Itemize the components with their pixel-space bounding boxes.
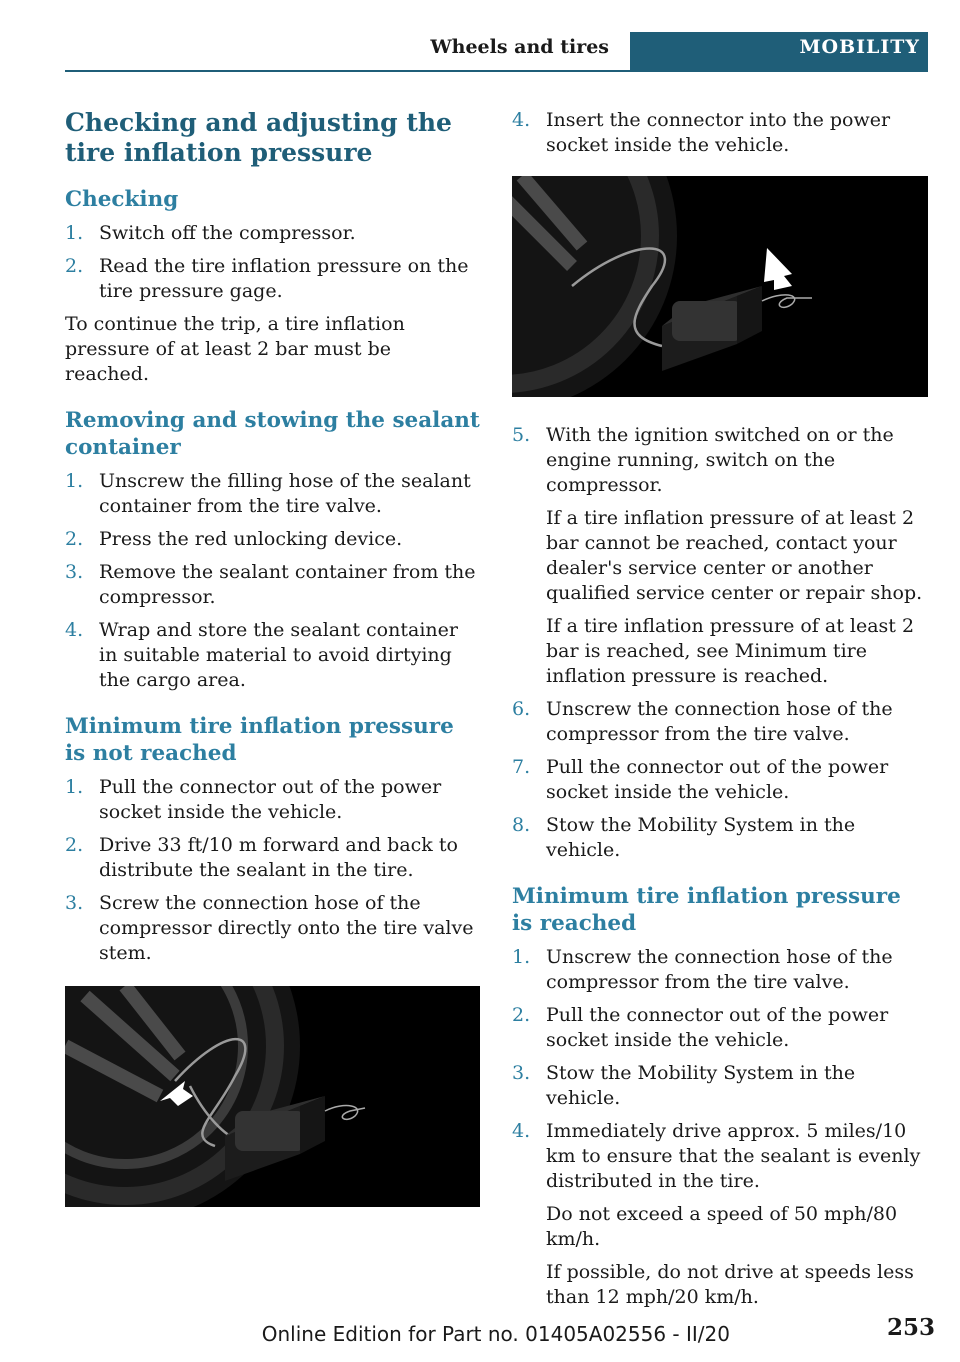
step-number: 1. [65, 222, 84, 244]
right-column [512, 108, 928, 1330]
step-text: Pull the connector out of the power socket inside the vehicle. [99, 776, 442, 823]
step-subtext: If a tire inflation pressure of at least 2 bar cannot be reached, contact your dealer's service center or another qualified service center or repair shop. [546, 507, 923, 604]
header-section-title: Wheels and tires [430, 36, 609, 58]
step-text: Unscrew the connection hose of the compressor from the tire valve. [546, 698, 893, 745]
not-reached-heading: Minimum tire inflation pressure is not reached [65, 714, 454, 766]
edition-text: Online Edition for Part no. 01405A02556 - II/20 [261, 1322, 730, 1346]
not-reached-steps [65, 775, 480, 966]
step-number: 5. [512, 424, 531, 446]
step-number: 3. [65, 561, 84, 583]
list-item [65, 221, 480, 246]
step-text: Stow the Mobility System in the vehicle. [546, 1062, 856, 1109]
step-number: 2. [512, 1004, 531, 1026]
list-item [65, 254, 480, 304]
step-number: 2. [65, 255, 84, 277]
running-header [65, 32, 928, 72]
removing-steps [65, 469, 480, 693]
reached-heading: Minimum tire inflation pressure is reached [512, 884, 901, 936]
step-subtext: If a tire inflation pressure of at least 2 bar is reached, see Minimum tire inflation pressure is reached. [546, 615, 915, 687]
removing-section [65, 407, 480, 693]
list-item [512, 108, 928, 158]
step-text: Remove the sealant container from the compressor. [99, 561, 476, 608]
step-text: Pull the connector out of the power socket inside the vehicle. [546, 756, 889, 803]
step-text: Immediately drive approx. 5 miles/10 km to ensure that the sealant is evenly distributed in the tire. [546, 1120, 921, 1192]
step-text: Press the red unlocking device. [99, 528, 403, 550]
list-item [65, 560, 480, 610]
step-number: 2. [65, 528, 84, 550]
checking-steps [65, 221, 480, 304]
step-text: Wrap and store the sealant container in suitable material to avoid dirtying the cargo area. [99, 619, 458, 691]
step-number: 6. [512, 698, 531, 720]
step-text: Switch off the compressor. [99, 222, 356, 244]
left-column [65, 108, 480, 1233]
list-item [512, 755, 928, 805]
step-text: Unscrew the filling hose of the sealant container from the tire valve. [99, 470, 471, 517]
list-item [65, 775, 480, 825]
reached-section [512, 883, 928, 1310]
step-number: 4. [65, 619, 84, 641]
compressor-on-valve-drawing [65, 986, 480, 1207]
step-number: 4. [512, 1120, 531, 1142]
continued-steps-before [512, 108, 928, 158]
list-item [65, 527, 480, 552]
list-item [65, 469, 480, 519]
list-item [512, 945, 928, 995]
step-text: Insert the connector into the power socket inside the vehicle. [546, 109, 891, 156]
step-number: 1. [65, 776, 84, 798]
list-item [512, 423, 928, 689]
list-item [65, 618, 480, 693]
step-number: 1. [512, 946, 531, 968]
continued-steps-after [512, 423, 928, 863]
step-number: 2. [65, 834, 84, 856]
compressor-valve-illustration [65, 986, 480, 1207]
step-subtext: If possible, do not drive at speeds less than 12 mph/20 km/h. [546, 1261, 914, 1308]
checking-heading: Checking [65, 187, 179, 212]
header-rule [65, 70, 928, 72]
page-title: Checking and adjusting the tire inflation pressure [65, 108, 452, 167]
list-item [512, 1003, 928, 1053]
list-item [512, 1061, 928, 1111]
step-text: Stow the Mobility System in the vehicle. [546, 814, 856, 861]
list-item [65, 891, 480, 966]
step-number: 7. [512, 756, 531, 778]
step-number: 3. [512, 1062, 531, 1084]
list-item [65, 833, 480, 883]
header-chapter-tab: MOBILITY [630, 32, 928, 70]
list-item [512, 813, 928, 863]
step-text: Pull the connector out of the power socket inside the vehicle. [546, 1004, 889, 1051]
list-item [512, 697, 928, 747]
step-text: Unscrew the connection hose of the compressor from the tire valve. [546, 946, 893, 993]
list-item [512, 1119, 928, 1310]
removing-heading: Removing and stowing the sealant container [65, 408, 480, 460]
checking-section [65, 186, 480, 387]
compressor-plug-drawing [512, 176, 928, 397]
step-number: 4. [512, 109, 531, 131]
step-number: 3. [65, 892, 84, 914]
step-subtext: Do not exceed a speed of 50 mph/80 km/h. [546, 1203, 898, 1250]
step-number: 8. [512, 814, 531, 836]
reached-steps [512, 945, 928, 1310]
step-text: Drive 33 ft/10 m forward and back to distribute the sealant in the tire. [99, 834, 458, 881]
page-number: 253 [886, 1314, 935, 1341]
compressor-socket-illustration [512, 176, 928, 397]
not-reached-section [65, 713, 480, 966]
step-text: Read the tire inflation pressure on the tire pressure gage. [99, 255, 469, 302]
step-number: 1. [65, 470, 84, 492]
step-text: Screw the connection hose of the compressor directly onto the tire valve stem. [99, 892, 474, 964]
step-text: With the ignition switched on or the engine running, switch on the compressor. [546, 424, 894, 496]
checking-note: To continue the trip, a tire inflation pressure of at least 2 bar must be reached. [65, 313, 405, 385]
